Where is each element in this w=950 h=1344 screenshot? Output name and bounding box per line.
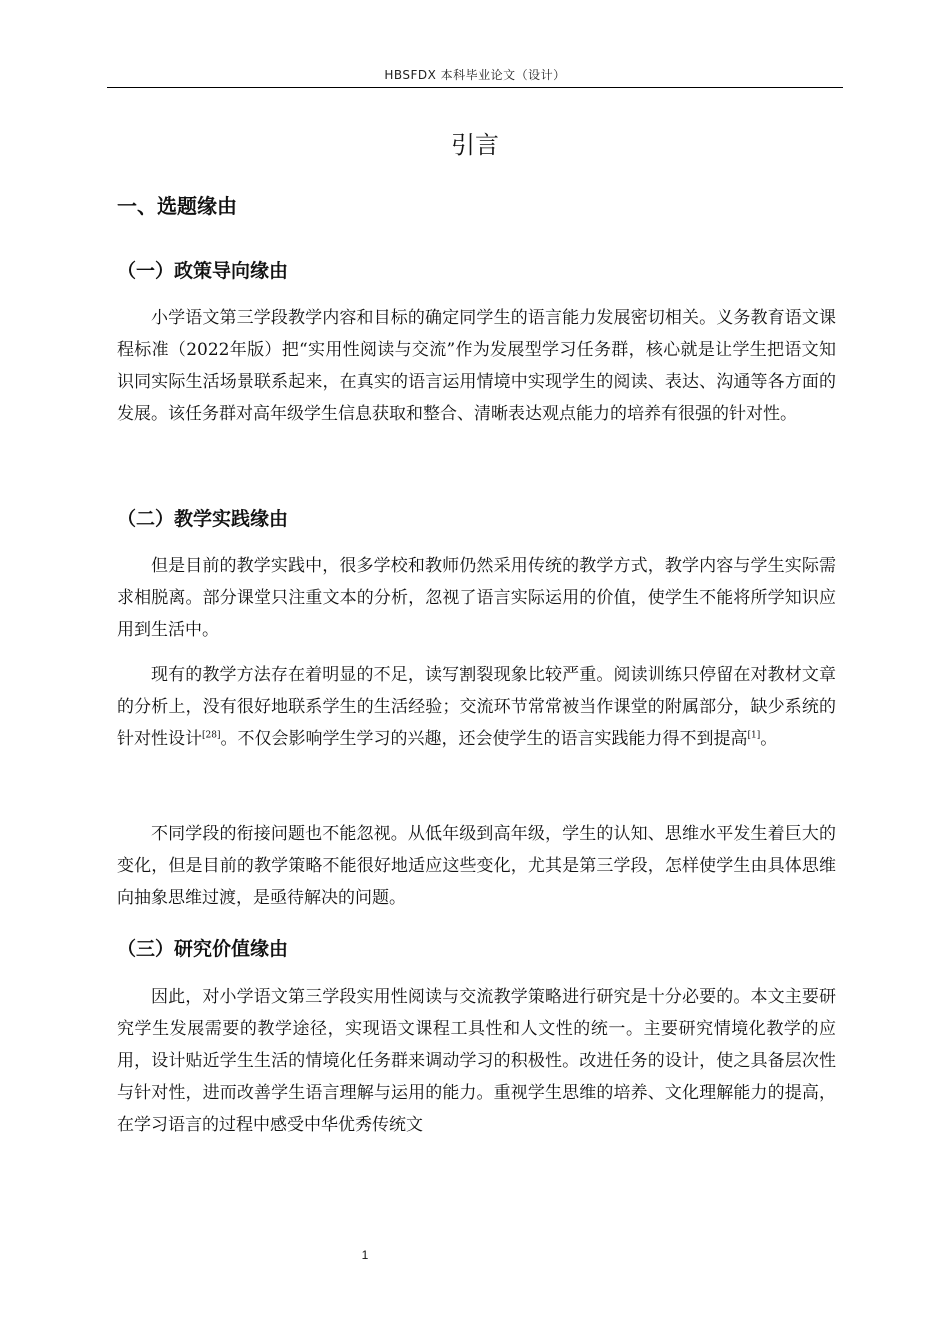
running-header: HBSFDX 本科毕业论文（设计） bbox=[384, 68, 566, 82]
header-rule bbox=[107, 87, 843, 88]
page-title: 引言 bbox=[451, 131, 499, 159]
subsection-heading-practice: （二）教学实践缘由 bbox=[117, 508, 289, 530]
page-number: 1 bbox=[361, 1248, 369, 1262]
paragraph-practice-2 bbox=[117, 659, 836, 755]
paragraph-policy: 小学语文第三学段教学内容和目标的确定同学生的语言能力发展密切相关。义务教育语文课程标准（2022年版）把“实用性阅读与交流”作为发展型学习任务群，核心就是让学生把语文知识同实际生活场景联系起来，在真实的语言运用情境中实现学生的阅读、表达、沟通等各方面的发展。该任务群对高年级学生信息获取和整合、清晰表达观点能力的培养有很强的针对性。 bbox=[117, 308, 836, 424]
citation: [28] bbox=[202, 730, 221, 741]
section-heading: 一、选题缘由 bbox=[117, 194, 237, 218]
citation: [1] bbox=[747, 730, 761, 741]
paragraph-text: 现有的教学方法存在着明显的不足，读写割裂现象比较严重。阅读训练只停留在对教材文章的分析上，没有很好地联系学生的生活经验；交流环节常常被当作课堂的附属部分，缺少系统的针对性设计 bbox=[117, 665, 836, 749]
paragraph-value: 因此，对小学语文第三学段实用性阅读与交流教学策略进行研究是十分必要的。本文主要研究学生发展需要的教学途径，实现语文课程工具性和人文性的统一。主要研究情境化教学的应用，设计贴近学生生活的情境化任务群来调动学习的积极性。改进任务的设计，使之具备层次性与针对性，进而改善学生语言理解与运用的能力。重视学生思维的培养、文化理解能力的提高，在学习语言的过程中感受中华优秀传统文 bbox=[117, 987, 836, 1135]
paragraph-text: 。 bbox=[760, 729, 778, 749]
paragraph-practice-1: 但是目前的教学实践中，很多学校和教师仍然采用传统的教学方式，教学内容与学生实际需求相脱离。部分课堂只注重文本的分析，忽视了语言实际运用的价值，使学生不能将所学知识应用到生活中。 bbox=[117, 556, 836, 640]
subsection-heading-policy: （一）政策导向缘由 bbox=[117, 260, 289, 282]
paragraph-text: 。不仅会影响学生学习的兴趣，还会使学生的语言实践能力得不到提高 bbox=[220, 729, 748, 749]
subsection-heading-value: （三）研究价值缘由 bbox=[117, 938, 289, 960]
paragraph-practice-3: 不同学段的衔接问题也不能忽视。从低年级到高年级，学生的认知、思维水平发生着巨大的变化，但是目前的教学策略不能很好地适应这些变化，尤其是第三学段，怎样使学生由具体思维向抽象思维过渡，是亟待解决的问题。 bbox=[117, 824, 836, 908]
